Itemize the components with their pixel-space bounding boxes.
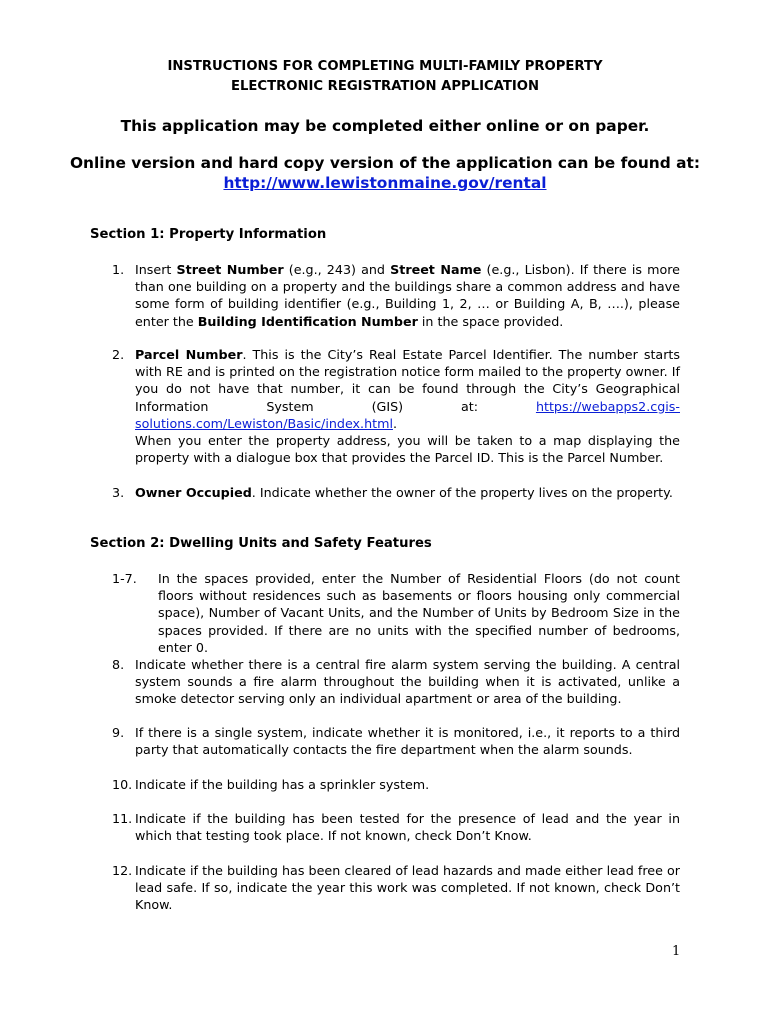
item-number: 10. — [112, 777, 133, 792]
section1-heading: Section 1: Property Information — [90, 227, 327, 242]
list-item — [90, 862, 680, 913]
list-item — [90, 810, 680, 846]
item-number: 3. — [112, 485, 125, 500]
completion-note: This application may be completed either online or on paper. — [120, 117, 650, 135]
list-item — [90, 724, 680, 760]
list-item — [90, 484, 680, 502]
document-title-line1: INSTRUCTIONS FOR COMPLETING MULTI-FAMILY PROPERTY — [167, 59, 603, 74]
list-item — [90, 776, 680, 794]
section2-heading: Section 2: Dwelling Units and Safety Features — [90, 536, 432, 551]
item-number: 1. — [112, 262, 125, 277]
online-version-note: Online version and hard copy version of the application can be found at: — [69, 154, 701, 172]
item-number: 8. — [112, 657, 125, 672]
list-item-continuation — [90, 432, 680, 468]
item-text: Indicate whether there is a central fire alarm system serving the building. A central system sounds a fire alarm throughout the building when it is activated, unlike a smoke detector serving only an individual apartment or area of the building. — [135, 657, 680, 707]
item-text: Indicate if the building has a sprinkler system. — [135, 777, 430, 792]
list-item — [90, 261, 680, 331]
item-text: When you enter the property address, you will be taken to a map displaying the property with a dialogue box that provides the Parcel ID. This is the Parcel Number. — [135, 433, 680, 466]
page-number: 1 — [672, 944, 681, 959]
item-text: Indicate if the building has been tested for the presence of lead and the year in which that testing took place. If not known, check Don’t Know. — [135, 811, 680, 844]
item-number: 11. — [112, 811, 133, 826]
item-number: 9. — [112, 725, 125, 740]
document-title-line2: ELECTRONIC REGISTRATION APPLICATION — [231, 79, 539, 94]
rental-url-line — [0, 173, 770, 193]
item-number: 12. — [112, 863, 133, 878]
list-item — [90, 656, 680, 708]
rental-url-link[interactable]: http://www.lewistonmaine.gov/rental — [223, 174, 547, 192]
gis-link[interactable]: https://webapps2.cgis-solutions.com/Lewiston/Basic/index.html — [135, 398, 680, 431]
list-item — [90, 570, 680, 655]
list-item — [90, 346, 680, 431]
item-text: Parcel Number. This is the City’s Real Estate Parcel Identifier. The number starts with RE and is printed on the registration notice form mailed to the property owner. If you do not have that number, it can be found through the City’s Geographical Information System (GIS) at: https://webapps2.cgis-solutions.com/Lewiston/Basic/index.html. — [135, 347, 680, 431]
item-text: Insert Street Number (e.g., 243) and Street Name (e.g., Lisbon). If there is more than one building on a property and the buildings share a common address and have some form of building identifier (e.g., Building 1, 2, … or Building A, B, ….), please enter the Building Identification Number in the space provided. — [135, 262, 680, 329]
item-number: 2. — [112, 347, 125, 362]
item-text: If there is a single system, indicate whether it is monitored, i.e., it reports to a third party that automatically contacts the fire department when the alarm sounds. — [135, 725, 680, 758]
item-number: 1-7. — [112, 571, 137, 586]
item-text: Owner Occupied. Indicate whether the owner of the property lives on the property. — [135, 485, 673, 500]
item-text: Indicate if the building has been cleared of lead hazards and made either lead free or lead safe. If so, indicate the year this work was completed. If not known, check Don’t Know. — [135, 863, 680, 913]
item-text: In the spaces provided, enter the Number of Residential Floors (do not count floors without residences such as basements or floors housing only commercial space), Number of Vacant Units, and the Number of Units by Bedroom Size in the spaces provided. If there are no units with the specified number of bedrooms, enter 0. — [158, 571, 680, 655]
